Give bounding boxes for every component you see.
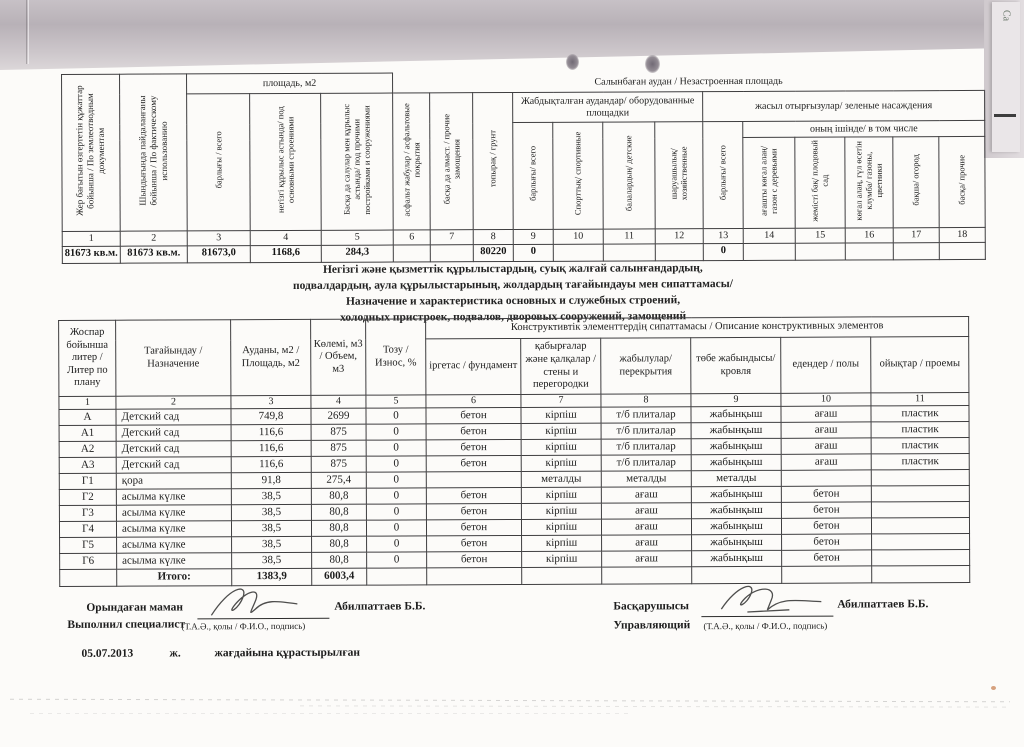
group-header-area-m2: площадь, м2	[187, 73, 393, 94]
mcol-header-5: Тозу / Износ, %	[366, 319, 426, 395]
col-header-17: бақша/ огород	[893, 137, 939, 228]
floors-structure-cell: т/б плиталар	[601, 407, 691, 423]
group-header-equipped: Жабдықталған аудандар/ оборудованные площадки	[513, 92, 703, 123]
col-header-13: барлығы/ всего	[703, 121, 743, 228]
liter-cell: Г6	[60, 553, 117, 569]
foundation-cell: бетон	[426, 407, 521, 423]
col-num: 1	[59, 396, 116, 409]
col-num: 10	[781, 393, 871, 406]
liter-cell: Г1	[59, 473, 116, 489]
floor-cell: ағаш	[781, 438, 871, 454]
value-cell	[553, 244, 603, 261]
footer-text: жағдайына құрастырылған	[214, 646, 360, 660]
roof-cell: металды	[691, 470, 781, 486]
col-header-18: басқа/ прочие	[939, 136, 985, 227]
floors-structure-cell: ағаш	[602, 535, 692, 551]
mcol-header-1: Жоспар бойынша литер / Литер по плану	[59, 320, 116, 396]
col-num: 17	[893, 227, 939, 242]
col-header-5: Басқа да салулар мен құрылыс астында/ под прочими постройками и сооружениями	[321, 93, 394, 230]
col-num: 5	[366, 395, 426, 408]
liter-cell: Г2	[59, 489, 116, 505]
purpose-cell: Детский сад	[116, 457, 231, 474]
mcol-header-8: жабылулар/ перекрытия	[601, 338, 691, 394]
floor-cell: бетон	[782, 550, 872, 566]
col-num: 7	[521, 394, 601, 407]
mcol-header-6: іргетас / фундамент	[426, 338, 521, 394]
walls-cell: кірпіш	[521, 487, 601, 503]
value-cell	[603, 243, 655, 260]
col-header-7: басқа да алмаст. / прочие замощения	[430, 93, 474, 230]
walls-cell: кірпіш	[521, 503, 601, 519]
value-cell	[893, 242, 939, 259]
value-cell: 284,3	[321, 245, 393, 262]
col-num: 12	[655, 228, 703, 243]
volume-cell: 80,8	[312, 536, 367, 552]
volume-cell: 80,8	[311, 520, 366, 536]
col-header-9: барлығы/ всего	[513, 122, 553, 229]
executor-role-ru: Выполнил специалист	[67, 618, 186, 631]
col-num: 7	[430, 229, 473, 244]
purpose-cell: асылма күлке	[117, 537, 232, 554]
area-cell: 116,6	[231, 440, 311, 456]
value-cell	[655, 243, 703, 260]
col-num: 5	[321, 230, 393, 245]
purpose-cell: асылма күлке	[116, 489, 231, 506]
foundation-cell: бетон	[427, 551, 522, 567]
area-cell: 38,5	[231, 488, 311, 504]
foundation-cell: бетон	[426, 439, 521, 455]
liter-cell: А3	[59, 457, 116, 473]
col-num: 6	[426, 394, 521, 407]
area-cell: 38,5	[232, 552, 312, 568]
wear-cell: 0	[366, 456, 426, 472]
land-area-table	[61, 70, 986, 264]
value-cell	[430, 244, 473, 261]
volume-cell: 2699	[311, 408, 366, 424]
buildings-table	[58, 316, 970, 587]
volume-cell: 875	[311, 456, 366, 472]
col-num: 16	[845, 227, 893, 242]
roof-cell: жабынқыш	[691, 438, 781, 454]
mcol-header-3: Ауданы, м2 / Площадь, м2	[231, 319, 311, 395]
foundation-cell: бетон	[427, 535, 522, 551]
floor-cell: ағаш	[781, 422, 871, 438]
openings-cell	[871, 486, 969, 502]
roof-cell: жабынқыш	[691, 454, 781, 470]
foundation-cell: бетон	[426, 423, 521, 439]
executor-role-kz: Орындаған маман	[86, 601, 183, 614]
purpose-cell: Детский сад	[116, 425, 231, 442]
liter-cell: Г5	[60, 537, 117, 553]
foundation-cell: бетон	[426, 519, 521, 535]
foundation-cell: бетон	[426, 455, 521, 471]
openings-cell	[872, 534, 970, 550]
mcol-header-2: Тағайындау / Назначение	[116, 320, 231, 397]
floors-structure-cell: ағаш	[601, 519, 691, 535]
volume-cell: 80,8	[311, 488, 366, 504]
walls-cell: металды	[521, 471, 601, 487]
total-volume: 6003,4	[312, 568, 367, 585]
openings-cell: пластик	[871, 454, 969, 470]
value-cell: 1168,6	[250, 245, 321, 262]
manager-role-kz: Басқарушысы	[613, 600, 689, 613]
walls-cell: кірпіш	[521, 455, 601, 471]
signature-line	[701, 615, 833, 618]
floor-cell: ағаш	[781, 454, 871, 470]
area-cell: 116,6	[231, 424, 311, 440]
liter-cell: Г3	[59, 505, 116, 521]
area-cell: 91,8	[231, 472, 311, 488]
section-title-line: холодных пристроек, подвалов, дворовых сооружений, замощений	[340, 310, 687, 324]
liter-cell: А1	[59, 425, 116, 441]
col-num: 18	[939, 227, 985, 242]
mcol-header-11: ойықтар / проемы	[871, 337, 969, 393]
mcol-header-10: едендер / полы	[781, 337, 871, 393]
col-num: 14	[743, 228, 795, 243]
footer-date: 05.07.2013	[81, 647, 134, 660]
area-cell: 749,8	[231, 408, 311, 424]
section-title-line: Назначение и характеристика основных и служебных строений,	[345, 294, 681, 308]
col-header-3: барлығы / всего	[187, 94, 251, 231]
floor-cell	[781, 470, 871, 486]
cell	[872, 566, 970, 583]
floors-structure-cell: т/б плиталар	[601, 423, 691, 439]
roof-cell: жабынқыш	[691, 422, 781, 438]
foundation-cell: бетон	[426, 503, 521, 519]
mcol-header-7: қабырғалар және қалқалар / стены и перегородки	[521, 338, 601, 394]
col-num: 8	[473, 229, 513, 244]
col-header-12: шаруашылық/ хозяйственные	[655, 122, 703, 229]
openings-cell: пластик	[871, 438, 969, 454]
liter-cell: Г4	[59, 521, 116, 537]
executor-name: Абилпаттаев Б.Б.	[334, 600, 426, 613]
col-num: 2	[116, 396, 231, 410]
manager-name: Абилпаттаев Б.Б.	[837, 598, 929, 611]
floor-cell: бетон	[781, 502, 871, 518]
openings-cell: пластик	[871, 406, 969, 422]
floors-structure-cell: т/б плиталар	[601, 439, 691, 455]
floors-structure-cell: т/б плиталар	[601, 455, 691, 471]
mcol-header-9: төбе жабындысы/ кровля	[691, 337, 781, 393]
col-num: 6	[393, 229, 430, 244]
openings-cell	[872, 550, 970, 566]
floor-cell: ағаш	[781, 406, 871, 422]
cell	[602, 567, 692, 584]
total-label: Итого:	[117, 569, 232, 587]
roof-cell: жабынқыш	[692, 534, 782, 550]
floors-structure-cell: ағаш	[601, 503, 691, 519]
roof-cell: жабынқыш	[691, 486, 781, 502]
value-cell: 81673,0	[187, 245, 250, 262]
walls-cell: кірпіш	[521, 423, 601, 439]
cell	[427, 567, 522, 584]
cell	[60, 569, 117, 586]
volume-cell: 275,4	[311, 472, 366, 488]
area-cell: 38,5	[231, 520, 311, 536]
openings-cell	[871, 502, 969, 518]
purpose-cell: асылма күлке	[116, 521, 231, 538]
col-num: 15	[795, 228, 845, 243]
col-header-10: Спорттық/ спортивные	[553, 122, 603, 229]
wear-cell: 0	[366, 504, 426, 520]
roof-cell: жабынқыш	[691, 502, 781, 518]
wear-cell: 0	[367, 552, 427, 568]
liter-cell: А	[59, 409, 116, 425]
group-header-constructive: Конструктивтік элементтердің сипаттамасы / Описание конструктивных элементов	[426, 317, 969, 339]
walls-cell: кірпіш	[521, 519, 601, 535]
value-cell	[939, 242, 985, 259]
col-num: 1	[62, 231, 120, 246]
col-num: 3	[187, 230, 250, 245]
section-title-line: Негізгі және қызметтік құрылыстардың, суық жалғай салынғандардың,	[322, 262, 703, 276]
cell	[522, 567, 602, 584]
floor-cell: бетон	[781, 518, 871, 534]
openings-cell	[871, 470, 969, 486]
col-header-6: асфальт жабулар / асфальтовые покрытия	[393, 93, 431, 230]
col-num: 4	[250, 230, 321, 245]
walls-cell: кірпіш	[521, 439, 601, 455]
executor-note: (Т.А.Ә., қолы / Ф.И.О., подпись)	[181, 620, 306, 632]
openings-cell: пластик	[871, 422, 969, 438]
roof-cell: жабынқыш	[691, 518, 781, 534]
wear-cell: 0	[366, 472, 426, 488]
col-num: 13	[703, 228, 743, 243]
floors-structure-cell: металды	[601, 471, 691, 487]
col-num: 11	[603, 228, 655, 243]
area-cell: 116,6	[231, 456, 311, 472]
manager-signature	[713, 579, 848, 618]
col-header-14: ағашты көгал алаң/ газон с деревьями	[743, 137, 795, 228]
value-cell: 0	[703, 243, 743, 260]
openings-cell	[871, 518, 969, 534]
purpose-cell: асылма күлке	[116, 505, 231, 522]
foundation-cell	[426, 471, 521, 487]
area-cell: 38,5	[231, 504, 311, 520]
purpose-cell: қора	[116, 473, 231, 490]
floor-cell: бетон	[782, 534, 872, 550]
col-header-11: балалардың/ детские	[603, 122, 655, 229]
floor-cell: бетон	[781, 486, 871, 502]
col-header-8: топырақ / грунт	[473, 92, 514, 229]
col-num: 8	[601, 394, 691, 407]
floors-structure-cell: ағаш	[601, 487, 691, 503]
volume-cell: 80,8	[312, 552, 367, 568]
wear-cell: 0	[366, 424, 426, 440]
col-header-1: Жер бағытын өзгертетін құжаттар бойынша / По землеотводным документам	[62, 74, 121, 231]
manager-note: (Т.А.Ә., қолы / Ф.И.О., подпись)	[703, 620, 828, 632]
purpose-cell: Детский сад	[116, 441, 231, 458]
purpose-cell: Детский сад	[116, 409, 231, 426]
value-cell	[795, 243, 845, 260]
cell	[367, 568, 427, 585]
value-cell	[393, 244, 430, 261]
floors-structure-cell: ағаш	[602, 551, 692, 567]
roof-cell: жабынқыш	[692, 550, 782, 566]
manager-role-ru: Управляющий	[613, 619, 691, 632]
wear-cell: 0	[366, 408, 426, 424]
col-header-4: негізгі құрылыс астында/ под основными строениями	[250, 93, 322, 230]
mcol-header-4: Көлемі, м3 / Объем, м3	[311, 319, 366, 395]
col-num: 9	[513, 229, 553, 244]
value-cell: 0	[513, 244, 553, 261]
total-area: 1383,9	[232, 568, 312, 585]
col-num: 10	[553, 229, 603, 244]
footer-zh: ж.	[169, 647, 181, 660]
walls-cell: кірпіш	[521, 407, 601, 423]
col-num: 2	[120, 230, 187, 245]
walls-cell: кірпіш	[522, 535, 602, 551]
wear-cell: 0	[366, 440, 426, 456]
group-header-unbuilt: Салынбаған аудан / Незастроенная площадь	[393, 70, 985, 93]
purpose-cell: асылма күлке	[117, 553, 232, 570]
col-num: 11	[871, 393, 969, 406]
folder-tab-text: Са	[1000, 10, 1012, 22]
group-header-including: оның ішінде/ в том числе	[743, 120, 985, 137]
roof-cell: жабынқыш	[691, 406, 781, 422]
wear-cell: 0	[367, 536, 427, 552]
volume-cell: 80,8	[311, 504, 366, 520]
value-cell	[845, 242, 893, 259]
col-num: 4	[311, 395, 366, 408]
value-cell: 81673 кв.м.	[120, 245, 187, 262]
col-num: 9	[691, 393, 781, 406]
volume-cell: 875	[311, 424, 366, 440]
foundation-cell: бетон	[426, 487, 521, 503]
col-header-15: жемісті бақ/ плодовый сад	[795, 137, 845, 228]
section-title-line: подвалдардың, аула құрылыстарының, жолдардың тағайындауы мен сипаттамасы/	[292, 278, 733, 292]
volume-cell: 875	[311, 440, 366, 456]
liter-cell: А2	[59, 441, 116, 457]
col-header-2: Шындығында пайдаланғаны бойынша / По фактическому использованию	[120, 74, 188, 231]
wear-cell: 0	[366, 520, 426, 536]
col-header-16: көгал алаң, гүл өсетін клумба/ газоны, цветники	[845, 137, 893, 228]
group-header-green: жасыл отырғызулар/ зеленые насаждения	[703, 90, 985, 121]
signature-line	[197, 617, 329, 620]
executor-signature	[201, 583, 331, 620]
col-num: 3	[231, 395, 311, 408]
value-cell: 81673 кв.м.	[62, 246, 120, 263]
value-cell	[743, 243, 795, 260]
area-cell: 38,5	[232, 536, 312, 552]
value-cell: 80220	[473, 244, 513, 261]
walls-cell: кірпіш	[522, 551, 602, 567]
wear-cell: 0	[366, 488, 426, 504]
